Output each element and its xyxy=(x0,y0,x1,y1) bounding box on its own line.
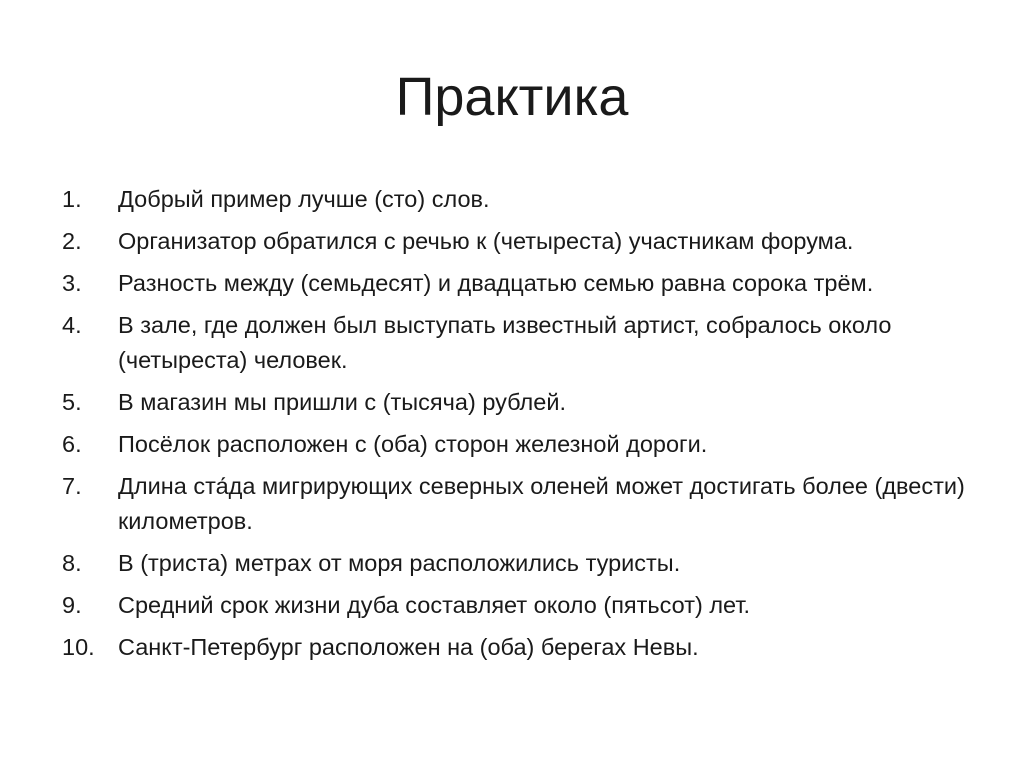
list-item xyxy=(62,630,982,665)
item-text: Санкт-Петербург расположен на (оба) берегах Невы. xyxy=(118,634,699,660)
item-text: Средний срок жизни дуба составляет около (пятьсот) лет. xyxy=(118,592,751,618)
list-item xyxy=(62,469,982,539)
list-item xyxy=(62,182,982,217)
task-list xyxy=(62,182,982,672)
slide-title: Практика xyxy=(395,67,629,127)
item-text: В магазин мы пришли с (тысяча) рублей. xyxy=(118,389,566,415)
item-number: 1. xyxy=(62,186,82,212)
list-item xyxy=(62,546,982,581)
item-number: 10. xyxy=(62,634,95,660)
item-text: Посёлок расположен с (оба) сторон железной дороги. xyxy=(118,431,708,457)
list-item xyxy=(62,427,982,462)
list-item xyxy=(62,308,982,378)
list-item xyxy=(62,224,982,259)
list-item xyxy=(62,588,982,623)
item-text: Разность между (семьдесят) и двадцатью семью равна сорока трём. xyxy=(118,270,874,296)
item-text: Длина ста́да мигрирующих северных оленей может достигать более (двести) километров. xyxy=(118,473,965,534)
item-number: 9. xyxy=(62,592,82,618)
item-number: 6. xyxy=(62,431,82,457)
item-number: 2. xyxy=(62,228,82,254)
item-number: 4. xyxy=(62,312,82,338)
item-text: В зале, где должен был выступать известный артист, собралось около (четыреста) человек. xyxy=(118,312,892,373)
list-item xyxy=(62,266,982,301)
item-number: 8. xyxy=(62,550,82,576)
item-number: 5. xyxy=(62,389,82,415)
item-number: 3. xyxy=(62,270,82,296)
item-text: В (триста) метрах от моря расположились туристы. xyxy=(118,550,681,576)
item-text: Добрый пример лучше (сто) слов. xyxy=(118,186,490,212)
item-text: Организатор обратился с речью к (четыреста) участникам форума. xyxy=(118,228,854,254)
list-item xyxy=(62,385,982,420)
item-number: 7. xyxy=(62,473,82,499)
